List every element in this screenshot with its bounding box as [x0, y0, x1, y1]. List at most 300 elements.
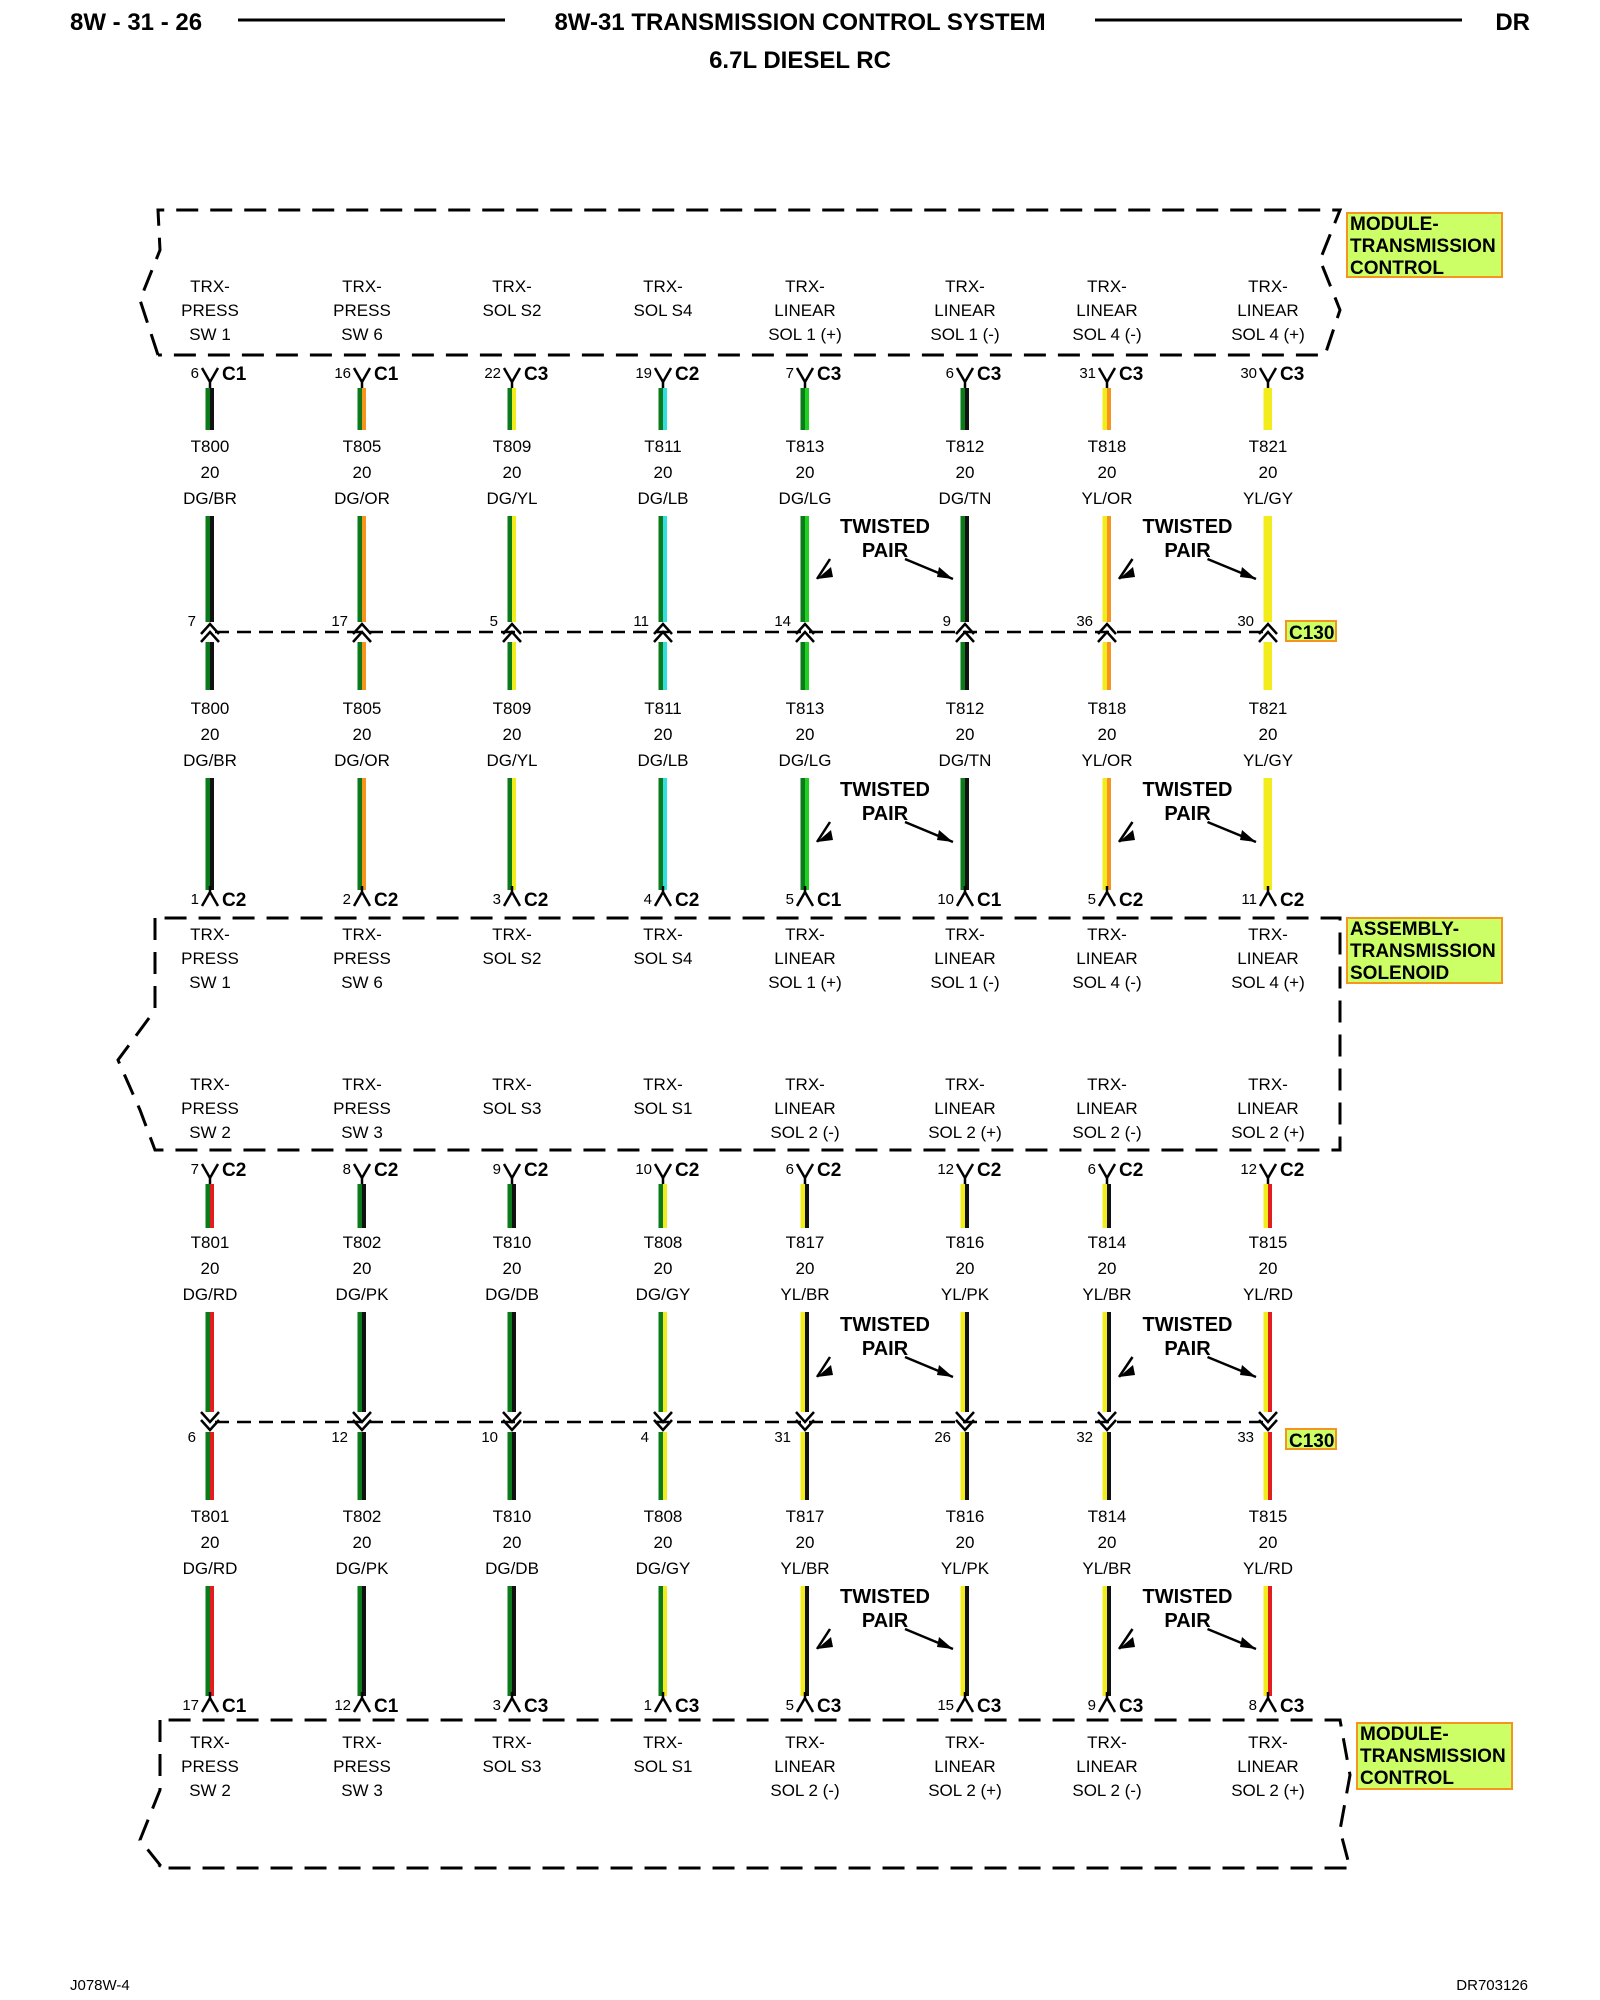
wire-color: DG/OR: [334, 489, 390, 508]
tp-l4-label-1: TWISTED: [1142, 1586, 1233, 1608]
wire-gauge: 20: [653, 1259, 673, 1278]
circuit-id: T813: [785, 699, 825, 718]
terminal-label-line: LINEAR: [1076, 1099, 1138, 1118]
lower-sol-pin-2-symbol: [504, 1164, 520, 1184]
upper-tcm-pin-3-connector: C2: [675, 364, 700, 385]
upper-sol-pin-1-symbol: [354, 886, 370, 906]
terminal-label-line: TRX-: [190, 277, 230, 296]
circuit-id: T811: [644, 699, 682, 718]
terminal-label-line: LINEAR: [774, 301, 836, 320]
tp-l1-arrowhead-right: [937, 1365, 953, 1377]
upper-tcm-pin-5-connector: C3: [977, 364, 1002, 385]
upper-tcm-pin-1-symbol: [354, 368, 370, 388]
tp-u1-label-1: TWISTED: [840, 516, 930, 538]
wire-color: DG/GY: [635, 1559, 691, 1578]
lower-sol-pin-1-pin: 8: [342, 1161, 351, 1178]
wire-gauge: 20: [1258, 725, 1278, 744]
terminal-label-line: LINEAR: [934, 949, 996, 968]
upper-c130-6-pin: 36: [1076, 613, 1093, 630]
wire-color: YL/GY: [1242, 489, 1294, 508]
circuit-id: T801: [190, 1507, 230, 1526]
wire-gauge: 20: [955, 725, 975, 744]
wire-gauge: 20: [352, 463, 372, 482]
terminal-label-line: SOL 2 (+): [1231, 1123, 1305, 1142]
terminal-label-line: SOL 1 (+): [768, 325, 842, 344]
wire-gauge: 20: [653, 463, 673, 482]
tp-u3-label-2: PAIR: [861, 803, 909, 825]
terminal-label-line: TRX-: [1248, 1733, 1288, 1752]
upper-tcm-pin-0-pin: 6: [190, 365, 199, 382]
upper-sol-pin-4-symbol: [797, 886, 813, 906]
terminal-label-line: SOL 2 (-): [770, 1781, 840, 1800]
circuit-id: T814: [1087, 1507, 1127, 1526]
upper-tcm-pin-2-pin: 22: [484, 365, 501, 382]
c130-lower-tag: [1286, 1429, 1336, 1452]
terminal-label-line: SOL 4 (-): [1072, 325, 1142, 344]
tcm-top-label: [1347, 213, 1502, 279]
terminal-label-line: SW 3: [341, 1781, 383, 1800]
wire-gauge: 20: [352, 1533, 372, 1552]
solenoid-line-3: SOLENOID: [1350, 963, 1450, 984]
terminal-label-line: SOL 4 (+): [1231, 973, 1305, 992]
tp-u2-arrowhead-right: [1240, 567, 1256, 579]
tp-u4-label-1: TWISTED: [1142, 779, 1233, 801]
terminal-label-line: LINEAR: [1076, 949, 1138, 968]
wire-color: DG/DB: [485, 1559, 539, 1578]
wire-color: DG/LG: [778, 751, 832, 770]
terminal-label-line: LINEAR: [774, 1757, 836, 1776]
circuit-id: T809: [492, 699, 532, 718]
wire-gauge: 20: [1258, 463, 1278, 482]
wire-gauge: 20: [200, 725, 220, 744]
upper-sol-pin-0-pin: 1: [190, 891, 199, 908]
wire-gauge: 20: [653, 1533, 673, 1552]
upper-tcm-pin-1-connector: C1: [374, 364, 399, 385]
circuit-id: T815: [1248, 1233, 1288, 1252]
circuit-id: T800: [190, 437, 230, 456]
wire-gauge: 20: [502, 1259, 522, 1278]
terminal-label-line: SOL S2: [482, 301, 542, 320]
terminal-label-line: TRX-: [190, 925, 230, 944]
terminal-label-line: LINEAR: [1076, 301, 1138, 320]
upper-c130-7-pin: 30: [1237, 613, 1254, 630]
wire-color: YL/OR: [1081, 751, 1133, 770]
upper-tcm-pin-3-pin: 19: [635, 365, 652, 382]
circuit-id: T811: [644, 437, 682, 456]
tp-l1-label-2: PAIR: [861, 1338, 909, 1360]
upper-sol-pin-4-pin: 5: [785, 891, 794, 908]
lower-tcm-pin-4-pin: 5: [785, 1697, 794, 1714]
lower-tcm-pin-3-symbol: [655, 1692, 671, 1712]
lower-c130-4-pin: 31: [774, 1429, 791, 1446]
upper-tcm-pin-7-connector: C3: [1280, 364, 1305, 385]
wire-color: YL/BR: [780, 1559, 830, 1578]
lower-c130-1-pin: 12: [331, 1429, 348, 1446]
upper-tcm-pin-2-symbol: [504, 368, 520, 388]
terminal-label-line: SOL 2 (+): [928, 1123, 1002, 1142]
wire-color: YL/RD: [1242, 1285, 1294, 1304]
terminal-label-line: TRX-: [492, 1075, 532, 1094]
lower-tcm-pin-6-pin: 9: [1087, 1697, 1096, 1714]
wire-color: YL/RD: [1242, 1559, 1294, 1578]
lower-tcm-pin-5-pin: 15: [937, 1697, 954, 1714]
upper-tcm-pin-0-connector: C1: [222, 364, 247, 385]
wire-color: DG/YL: [486, 489, 538, 508]
terminal-label-line: TRX-: [785, 277, 825, 296]
lower-sol-pin-5-pin: 12: [937, 1161, 954, 1178]
lower-tcm-pin-6-connector: C3: [1119, 1696, 1144, 1717]
page-subtitle: 6.7L DIESEL RC: [709, 47, 891, 74]
terminal-label-line: SW 2: [189, 1123, 231, 1142]
tcm-top-outline: [140, 210, 1340, 355]
terminal-label-line: SOL S2: [482, 949, 542, 968]
upper-tcm-pin-4-symbol: [797, 368, 813, 388]
terminal-label-line: SOL 2 (-): [1072, 1123, 1142, 1142]
upper-tcm-pin-1-pin: 16: [334, 365, 351, 382]
terminal-label-line: TRX-: [945, 277, 985, 296]
lower-tcm-pin-7-pin: 8: [1248, 1697, 1257, 1714]
upper-tcm-pin-2-connector: C3: [524, 364, 549, 385]
circuit-id: T821: [1248, 437, 1288, 456]
wire-gauge: 20: [502, 725, 522, 744]
terminal-label-line: PRESS: [181, 301, 239, 320]
lower-sol-pin-3-symbol: [655, 1164, 671, 1184]
terminal-label-line: PRESS: [181, 949, 239, 968]
terminal-label-line: TRX-: [342, 1075, 382, 1094]
wire-gauge: 20: [795, 1533, 815, 1552]
tp-l3-label-1: TWISTED: [840, 1586, 930, 1608]
lower-sol-pin-6-symbol: [1099, 1164, 1115, 1184]
tp-u2-label-1: TWISTED: [1142, 516, 1233, 538]
lower-sol-pin-1-symbol: [354, 1164, 370, 1184]
lower-tcm-pin-0-pin: 17: [182, 1697, 199, 1714]
lower-sol-pin-4-connector: C2: [817, 1160, 842, 1181]
circuit-id: T810: [492, 1233, 532, 1252]
circuit-id: T808: [643, 1233, 683, 1252]
upper-sol-pin-0-connector: C2: [222, 890, 247, 911]
circuit-id: T805: [342, 437, 382, 456]
lower-tcm-pin-5-symbol: [957, 1692, 973, 1712]
terminal-label-line: LINEAR: [1076, 1757, 1138, 1776]
wire-color: DG/LB: [637, 489, 689, 508]
terminal-label-line: TRX-: [1087, 925, 1127, 944]
wire-gauge: 20: [955, 1259, 975, 1278]
tcm-top-line-2: TRANSMISSION: [1350, 236, 1496, 257]
lower-sol-pin-4-symbol: [797, 1164, 813, 1184]
tp-l2-arrowhead-right: [1240, 1365, 1256, 1377]
terminal-label-line: LINEAR: [934, 1757, 996, 1776]
page-title: 8W-31 TRANSMISSION CONTROL SYSTEM: [554, 9, 1046, 36]
wire-columns: [181, 277, 1305, 1800]
wire-color: DG/BR: [183, 751, 237, 770]
lower-tcm-pin-7-connector: C3: [1280, 1696, 1305, 1717]
terminal-label-line: TRX-: [342, 1733, 382, 1752]
upper-sol-pin-3-connector: C2: [675, 890, 700, 911]
terminal-label-line: SOL S1: [633, 1757, 693, 1776]
upper-tcm-pin-0-symbol: [202, 368, 218, 388]
terminal-label-line: LINEAR: [934, 1099, 996, 1118]
lower-sol-pin-2-connector: C2: [524, 1160, 549, 1181]
terminal-label-line: TRX-: [190, 1075, 230, 1094]
wire-color: DG/TN: [938, 751, 992, 770]
wire-color: DG/OR: [334, 751, 390, 770]
upper-sol-pin-6-symbol: [1099, 886, 1115, 906]
wire-gauge: 20: [795, 725, 815, 744]
terminal-label-line: TRX-: [1087, 277, 1127, 296]
lower-tcm-pin-0-symbol: [202, 1692, 218, 1712]
circuit-id: T817: [785, 1507, 825, 1526]
terminal-label-line: TRX-: [945, 1075, 985, 1094]
lower-sol-pin-3-connector: C2: [675, 1160, 700, 1181]
solenoid-line-2: TRANSMISSION: [1350, 941, 1496, 962]
footer-right: DR703126: [1456, 1977, 1528, 1994]
terminal-label-line: SOL 1 (+): [768, 973, 842, 992]
component-labels: [1347, 213, 1512, 1789]
wire-color: DG/GY: [635, 1285, 691, 1304]
upper-tcm-pin-4-connector: C3: [817, 364, 842, 385]
lower-tcm-pin-6-symbol: [1099, 1692, 1115, 1712]
terminal-label-line: TRX-: [785, 1733, 825, 1752]
lower-tcm-pin-3-connector: C3: [675, 1696, 700, 1717]
terminal-label-line: SOL 4 (+): [1231, 325, 1305, 344]
page-id: 8W - 31 - 26: [70, 9, 203, 36]
upper-c130-4-pin: 14: [774, 613, 791, 630]
terminal-label-line: PRESS: [333, 301, 391, 320]
lower-c130-2-pin: 10: [481, 1429, 498, 1446]
lower-tcm-pin-2-connector: C3: [524, 1696, 549, 1717]
tp-u2-label-2: PAIR: [1164, 540, 1211, 562]
tcm-top-line-1: MODULE-: [1350, 214, 1439, 235]
wire-gauge: 20: [352, 725, 372, 744]
page-header: [70, 9, 1530, 74]
upper-sol-pin-4-connector: C1: [817, 890, 842, 911]
terminal-label-line: TRX-: [643, 925, 683, 944]
lower-sol-pin-0-connector: C2: [222, 1160, 247, 1181]
tcm-bottom-line-2: TRANSMISSION: [1360, 1746, 1506, 1767]
lower-sol-pin-6-pin: 6: [1087, 1161, 1096, 1178]
upper-tcm-pin-5-symbol: [957, 368, 973, 388]
tcm-bottom-line-3: CONTROL: [1360, 1768, 1454, 1789]
lower-tcm-pin-7-symbol: [1260, 1692, 1276, 1712]
terminal-label-line: SOL 1 (-): [930, 325, 1000, 344]
wire-gauge: 20: [1097, 1259, 1117, 1278]
circuit-id: T816: [945, 1507, 985, 1526]
terminal-label-line: SOL 2 (-): [770, 1123, 840, 1142]
terminal-label-line: SW 6: [341, 325, 383, 344]
lower-sol-pin-3-pin: 10: [635, 1161, 652, 1178]
upper-sol-pin-7-connector: C2: [1280, 890, 1305, 911]
terminal-label-line: TRX-: [492, 277, 532, 296]
terminal-label-line: PRESS: [333, 949, 391, 968]
wire-color: DG/DB: [485, 1285, 539, 1304]
terminal-label-line: PRESS: [181, 1099, 239, 1118]
lower-sol-pin-5-connector: C2: [977, 1160, 1002, 1181]
wire-color: DG/LG: [778, 489, 832, 508]
lower-sol-pin-7-pin: 12: [1240, 1161, 1257, 1178]
circuit-id: T802: [342, 1507, 382, 1526]
c130-lower-label: C130: [1289, 1431, 1335, 1452]
solenoid-line-1: ASSEMBLY-: [1350, 919, 1460, 940]
terminal-label-line: PRESS: [333, 1099, 391, 1118]
circuit-id: T812: [945, 699, 985, 718]
terminal-label-line: TRX-: [643, 1733, 683, 1752]
wire-gauge: 20: [1097, 463, 1117, 482]
terminal-label-line: LINEAR: [1237, 949, 1299, 968]
wire-color: DG/PK: [335, 1559, 389, 1578]
upper-sol-pin-5-connector: C1: [977, 890, 1002, 911]
terminal-label-line: SOL S3: [482, 1099, 542, 1118]
terminal-label-line: SOL 1 (-): [930, 973, 1000, 992]
upper-tcm-pin-6-pin: 31: [1079, 365, 1096, 382]
wire-color: DG/TN: [938, 489, 992, 508]
wire-gauge: 20: [1258, 1533, 1278, 1552]
wire-gauge: 20: [653, 725, 673, 744]
terminal-label-line: SOL 2 (-): [1072, 1781, 1142, 1800]
upper-sol-pin-6-pin: 5: [1087, 891, 1096, 908]
tcm-top-line-3: CONTROL: [1350, 258, 1444, 279]
lower-c130-7-pin: 33: [1237, 1429, 1254, 1446]
terminal-label-line: SOL S4: [633, 949, 693, 968]
upper-sol-pin-2-symbol: [504, 886, 520, 906]
wire-color: YL/BR: [780, 1285, 830, 1304]
upper-tcm-pin-7-pin: 30: [1240, 365, 1257, 382]
terminal-label-line: SOL S4: [633, 301, 693, 320]
circuit-id: T808: [643, 1507, 683, 1526]
wire-gauge: 20: [200, 1533, 220, 1552]
lower-sol-pin-0-pin: 7: [190, 1161, 199, 1178]
tcm-bottom-line-1: MODULE-: [1360, 1724, 1449, 1745]
wire-color: YL/PK: [940, 1559, 990, 1578]
upper-tcm-pin-5-pin: 6: [945, 365, 954, 382]
tp-l4-arrowhead-right: [1240, 1637, 1256, 1649]
terminal-label-line: TRX-: [1248, 1075, 1288, 1094]
terminal-label-line: TRX-: [945, 925, 985, 944]
terminal-label-line: LINEAR: [1237, 1757, 1299, 1776]
upper-sol-pin-5-pin: 10: [937, 891, 954, 908]
circuit-id: T815: [1248, 1507, 1288, 1526]
wire-color: YL/PK: [940, 1285, 990, 1304]
tp-l4-label-2: PAIR: [1164, 1610, 1211, 1632]
lower-sol-pin-7-symbol: [1260, 1164, 1276, 1184]
upper-c130-2-pin: 5: [489, 613, 498, 630]
wire-color: YL/GY: [1242, 751, 1294, 770]
terminal-label-line: PRESS: [181, 1757, 239, 1776]
lower-c130-5-pin: 26: [934, 1429, 951, 1446]
wire-gauge: 20: [200, 1259, 220, 1278]
terminal-label-line: SOL 2 (+): [1231, 1781, 1305, 1800]
upper-tcm-pin-6-connector: C3: [1119, 364, 1144, 385]
upper-tcm-pin-4-pin: 7: [785, 365, 794, 382]
terminal-label-line: TRX-: [1248, 277, 1288, 296]
tp-l1-label-1: TWISTED: [840, 1314, 930, 1336]
solenoid-outline: [118, 918, 1340, 1150]
terminal-label-line: TRX-: [945, 1733, 985, 1752]
circuit-id: T821: [1248, 699, 1288, 718]
lower-c130-0-pin: 6: [187, 1429, 196, 1446]
lower-tcm-pin-2-symbol: [504, 1692, 520, 1712]
wire-gauge: 20: [502, 1533, 522, 1552]
terminal-label-line: SW 1: [189, 973, 231, 992]
footer-left: J078W-4: [70, 1977, 130, 1994]
upper-c130-0-pin: 7: [187, 613, 196, 630]
upper-tcm-pin-6-symbol: [1099, 368, 1115, 388]
circuit-id: T800: [190, 699, 230, 718]
circuit-id: T816: [945, 1233, 985, 1252]
terminal-label-line: LINEAR: [934, 301, 996, 320]
wire-gauge: 20: [955, 1533, 975, 1552]
model-code: DR: [1495, 9, 1530, 36]
terminal-label-line: TRX-: [643, 277, 683, 296]
lower-tcm-pin-1-symbol: [354, 1692, 370, 1712]
tcm-bottom-outline: [140, 1720, 1350, 1868]
c130-upper-label: C130: [1289, 623, 1335, 644]
terminal-label-line: TRX-: [342, 925, 382, 944]
upper-tcm-pin-7-symbol: [1260, 368, 1276, 388]
wire-color: DG/PK: [335, 1285, 389, 1304]
upper-sol-pin-3-symbol: [655, 886, 671, 906]
wire-color: YL/BR: [1082, 1559, 1132, 1578]
lower-sol-pin-6-connector: C2: [1119, 1160, 1144, 1181]
upper-sol-pin-2-connector: C2: [524, 890, 549, 911]
lower-tcm-pin-2-pin: 3: [492, 1697, 501, 1714]
terminal-label-line: TRX-: [342, 277, 382, 296]
lower-c130-3-pin: 4: [640, 1429, 649, 1446]
terminal-label-line: TRX-: [190, 1733, 230, 1752]
tp-l2-label-2: PAIR: [1164, 1338, 1211, 1360]
circuit-id: T817: [785, 1233, 825, 1252]
lower-sol-pin-1-connector: C2: [374, 1160, 399, 1181]
wire-color: DG/BR: [183, 489, 237, 508]
upper-sol-pin-3-pin: 4: [643, 891, 652, 908]
terminal-label-line: SW 3: [341, 1123, 383, 1142]
lower-sol-pin-0-symbol: [202, 1164, 218, 1184]
lower-sol-pin-7-connector: C2: [1280, 1160, 1305, 1181]
terminal-label-line: TRX-: [1087, 1075, 1127, 1094]
wire-gauge: 20: [200, 463, 220, 482]
wire-color: DG/RD: [182, 1285, 238, 1304]
tp-u3-label-1: TWISTED: [840, 779, 930, 801]
terminal-label-line: SOL 2 (+): [928, 1781, 1002, 1800]
upper-sol-pin-7-symbol: [1260, 886, 1276, 906]
lower-tcm-pin-1-connector: C1: [374, 1696, 399, 1717]
lower-c130-6-pin: 32: [1076, 1429, 1093, 1446]
lower-tcm-pin-3-pin: 1: [643, 1697, 652, 1714]
wire-color: DG/RD: [182, 1559, 238, 1578]
circuit-id: T812: [945, 437, 985, 456]
circuit-id: T813: [785, 437, 825, 456]
circuit-id: T814: [1087, 1233, 1127, 1252]
upper-c130-5-pin: 9: [942, 613, 951, 630]
tcm-bottom-label: [1357, 1723, 1512, 1789]
lower-tcm-pin-4-symbol: [797, 1692, 813, 1712]
solenoid-label: [1347, 918, 1502, 984]
terminal-label-line: TRX-: [643, 1075, 683, 1094]
upper-c130-1-pin: 17: [331, 613, 348, 630]
wire-gauge: 20: [955, 463, 975, 482]
terminal-label-line: SOL S3: [482, 1757, 542, 1776]
tp-u1-label-2: PAIR: [861, 540, 909, 562]
terminal-label-line: LINEAR: [1237, 1099, 1299, 1118]
wire-color: YL/BR: [1082, 1285, 1132, 1304]
circuit-id: T805: [342, 699, 382, 718]
wire-color: DG/LB: [637, 751, 689, 770]
terminal-label-line: TRX-: [785, 1075, 825, 1094]
wire-gauge: 20: [352, 1259, 372, 1278]
wire-gauge: 20: [502, 463, 522, 482]
wire-gauge: 20: [1097, 1533, 1117, 1552]
circuit-id: T802: [342, 1233, 382, 1252]
terminal-label-line: SW 2: [189, 1781, 231, 1800]
